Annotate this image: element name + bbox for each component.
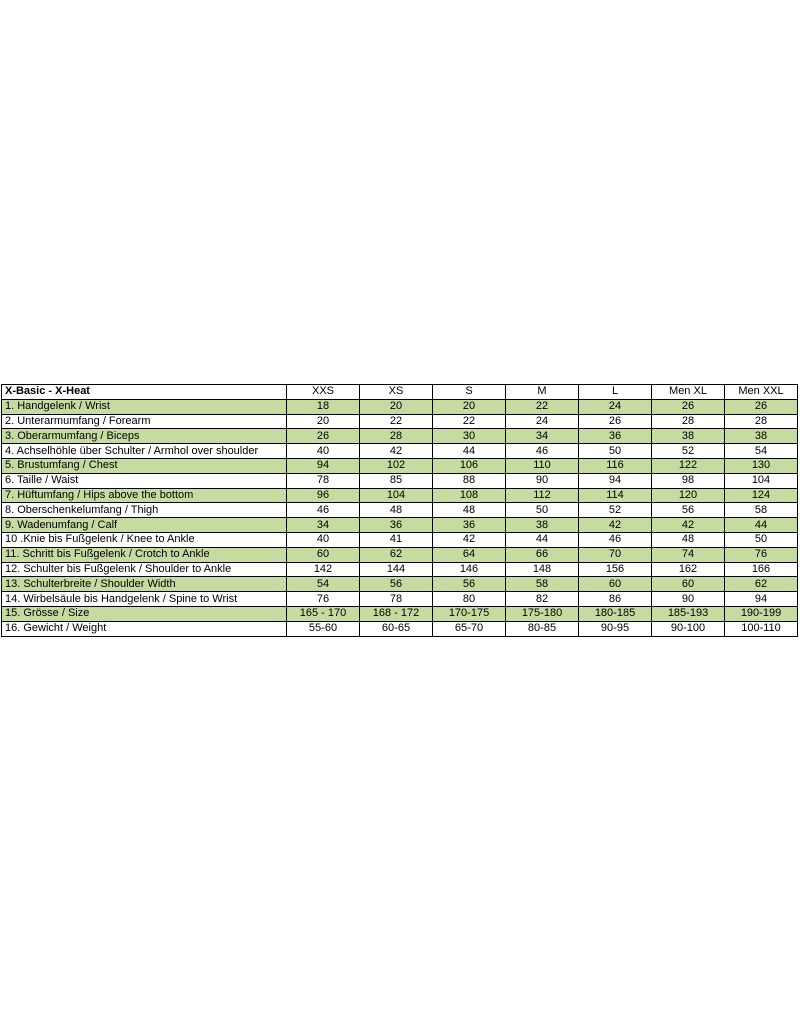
measurement-label: 9. Wadenumfang / Calf: [2, 518, 287, 533]
measurement-label: 10 .Knie bis Fußgelenk / Knee to Ankle: [2, 532, 287, 547]
measurement-value: 20: [287, 414, 360, 429]
table-row: [2, 473, 798, 488]
measurement-label: 7. Hüftumfang / Hips above the bottom: [2, 488, 287, 503]
measurement-value: 56: [652, 503, 725, 518]
measurement-value: 36: [433, 518, 506, 533]
measurement-value: 22: [506, 399, 579, 414]
measurement-value: 165 - 170: [287, 606, 360, 621]
table-row: [2, 592, 798, 607]
measurement-value: 166: [725, 562, 798, 577]
measurement-value: 144: [360, 562, 433, 577]
measurement-value: 100-110: [725, 621, 798, 636]
measurement-value: 56: [433, 577, 506, 592]
measurement-value: 85: [360, 473, 433, 488]
measurement-value: 50: [579, 444, 652, 459]
measurement-value: 22: [360, 414, 433, 429]
measurement-value: 108: [433, 488, 506, 503]
measurement-value: 86: [579, 592, 652, 607]
measurement-value: 180-185: [579, 606, 652, 621]
measurement-value: 116: [579, 458, 652, 473]
size-header: Men XL: [652, 385, 725, 400]
measurement-value: 26: [287, 429, 360, 444]
table-row: [2, 488, 798, 503]
measurement-label: 3. Oberarmumfang / Biceps: [2, 429, 287, 444]
measurement-value: 80: [433, 592, 506, 607]
measurement-value: 102: [360, 458, 433, 473]
measurement-value: 36: [360, 518, 433, 533]
measurement-value: 46: [287, 503, 360, 518]
measurement-value: 94: [287, 458, 360, 473]
measurement-value: 42: [652, 518, 725, 533]
measurement-value: 56: [360, 577, 433, 592]
measurement-value: 64: [433, 547, 506, 562]
table-row: [2, 503, 798, 518]
measurement-value: 90: [652, 592, 725, 607]
measurement-value: 60: [287, 547, 360, 562]
table-row: [2, 621, 798, 636]
measurement-value: 130: [725, 458, 798, 473]
table-row: [2, 518, 798, 533]
measurement-value: 90: [506, 473, 579, 488]
measurement-value: 106: [433, 458, 506, 473]
measurement-value: 28: [360, 429, 433, 444]
table-row: [2, 458, 798, 473]
measurement-label: 11. Schritt bis Fußgelenk / Crotch to Ankle: [2, 547, 287, 562]
measurement-value: 24: [579, 399, 652, 414]
measurement-value: 40: [287, 532, 360, 547]
measurement-value: 70: [579, 547, 652, 562]
measurement-value: 50: [506, 503, 579, 518]
measurement-value: 58: [506, 577, 579, 592]
measurement-value: 36: [579, 429, 652, 444]
measurement-value: 48: [433, 503, 506, 518]
measurement-value: 48: [360, 503, 433, 518]
measurement-value: 122: [652, 458, 725, 473]
measurement-value: 46: [506, 444, 579, 459]
header-row: [2, 385, 798, 400]
measurement-value: 60: [652, 577, 725, 592]
table-row: [2, 399, 798, 414]
measurement-value: 44: [433, 444, 506, 459]
measurement-value: 170-175: [433, 606, 506, 621]
measurement-value: 18: [287, 399, 360, 414]
measurement-value: 96: [287, 488, 360, 503]
measurement-value: 162: [652, 562, 725, 577]
measurement-value: 26: [725, 399, 798, 414]
table-row: [2, 577, 798, 592]
size-table: [1, 384, 798, 637]
measurement-value: 90-100: [652, 621, 725, 636]
measurement-label: 8. Oberschenkelumfang / Thigh: [2, 503, 287, 518]
measurement-value: 175-180: [506, 606, 579, 621]
measurement-value: 124: [725, 488, 798, 503]
size-header: S: [433, 385, 506, 400]
measurement-value: 82: [506, 592, 579, 607]
measurement-value: 66: [506, 547, 579, 562]
measurement-value: 168 - 172: [360, 606, 433, 621]
measurement-value: 142: [287, 562, 360, 577]
measurement-value: 76: [725, 547, 798, 562]
measurement-value: 38: [506, 518, 579, 533]
size-header: XS: [360, 385, 433, 400]
table-row: [2, 444, 798, 459]
measurement-value: 76: [287, 592, 360, 607]
measurement-value: 42: [360, 444, 433, 459]
measurement-value: 78: [287, 473, 360, 488]
size-chart: [1, 384, 798, 637]
measurement-value: 41: [360, 532, 433, 547]
measurement-value: 185-193: [652, 606, 725, 621]
measurement-value: 156: [579, 562, 652, 577]
measurement-value: 54: [287, 577, 360, 592]
measurement-value: 42: [579, 518, 652, 533]
measurement-value: 40: [287, 444, 360, 459]
measurement-value: 44: [725, 518, 798, 533]
measurement-value: 78: [360, 592, 433, 607]
measurement-value: 26: [579, 414, 652, 429]
measurement-value: 28: [725, 414, 798, 429]
table-row: [2, 606, 798, 621]
measurement-value: 104: [725, 473, 798, 488]
measurement-value: 104: [360, 488, 433, 503]
measurement-value: 62: [725, 577, 798, 592]
measurement-value: 24: [506, 414, 579, 429]
measurement-value: 98: [652, 473, 725, 488]
size-header: M: [506, 385, 579, 400]
size-header: L: [579, 385, 652, 400]
measurement-value: 26: [652, 399, 725, 414]
measurement-value: 112: [506, 488, 579, 503]
measurement-label: 2. Unterarmumfang / Forearm: [2, 414, 287, 429]
measurement-value: 20: [360, 399, 433, 414]
measurement-label: 15. Grösse / Size: [2, 606, 287, 621]
table-row: [2, 532, 798, 547]
size-header: XXS: [287, 385, 360, 400]
measurement-value: 90-95: [579, 621, 652, 636]
table-row: [2, 429, 798, 444]
measurement-label: 5. Brustumfang / Chest: [2, 458, 287, 473]
table-row: [2, 562, 798, 577]
measurement-value: 60: [579, 577, 652, 592]
measurement-value: 34: [506, 429, 579, 444]
measurement-value: 146: [433, 562, 506, 577]
measurement-value: 55-60: [287, 621, 360, 636]
measurement-value: 54: [725, 444, 798, 459]
measurement-value: 30: [433, 429, 506, 444]
measurement-value: 120: [652, 488, 725, 503]
measurement-label: 13. Schulterbreite / Shoulder Width: [2, 577, 287, 592]
measurement-value: 65-70: [433, 621, 506, 636]
measurement-value: 58: [725, 503, 798, 518]
measurement-label: 4. Achselhöhle über Schulter / Armhol over shoulder: [2, 444, 287, 459]
table-title: X-Basic - X-Heat: [2, 385, 287, 400]
measurement-label: 16. Gewicht / Weight: [2, 621, 287, 636]
measurement-value: 46: [579, 532, 652, 547]
measurement-value: 50: [725, 532, 798, 547]
measurement-label: 6. Taille / Waist: [2, 473, 287, 488]
measurement-value: 34: [287, 518, 360, 533]
measurement-value: 38: [652, 429, 725, 444]
measurement-value: 38: [725, 429, 798, 444]
measurement-label: 1. Handgelenk / Wrist: [2, 399, 287, 414]
measurement-value: 52: [652, 444, 725, 459]
measurement-value: 62: [360, 547, 433, 562]
measurement-value: 110: [506, 458, 579, 473]
measurement-label: 12. Schulter bis Fußgelenk / Shoulder to Ankle: [2, 562, 287, 577]
measurement-value: 88: [433, 473, 506, 488]
measurement-value: 94: [579, 473, 652, 488]
measurement-value: 28: [652, 414, 725, 429]
measurement-value: 74: [652, 547, 725, 562]
table-row: [2, 547, 798, 562]
measurement-value: 48: [652, 532, 725, 547]
measurement-value: 80-85: [506, 621, 579, 636]
measurement-value: 114: [579, 488, 652, 503]
measurement-value: 148: [506, 562, 579, 577]
measurement-label: 14. Wirbelsäule bis Handgelenk / Spine to Wrist: [2, 592, 287, 607]
measurement-value: 42: [433, 532, 506, 547]
measurement-value: 22: [433, 414, 506, 429]
measurement-value: 60-65: [360, 621, 433, 636]
measurement-value: 94: [725, 592, 798, 607]
size-header: Men XXL: [725, 385, 798, 400]
measurement-value: 20: [433, 399, 506, 414]
measurement-value: 44: [506, 532, 579, 547]
measurement-value: 52: [579, 503, 652, 518]
measurement-value: 190-199: [725, 606, 798, 621]
table-row: [2, 414, 798, 429]
